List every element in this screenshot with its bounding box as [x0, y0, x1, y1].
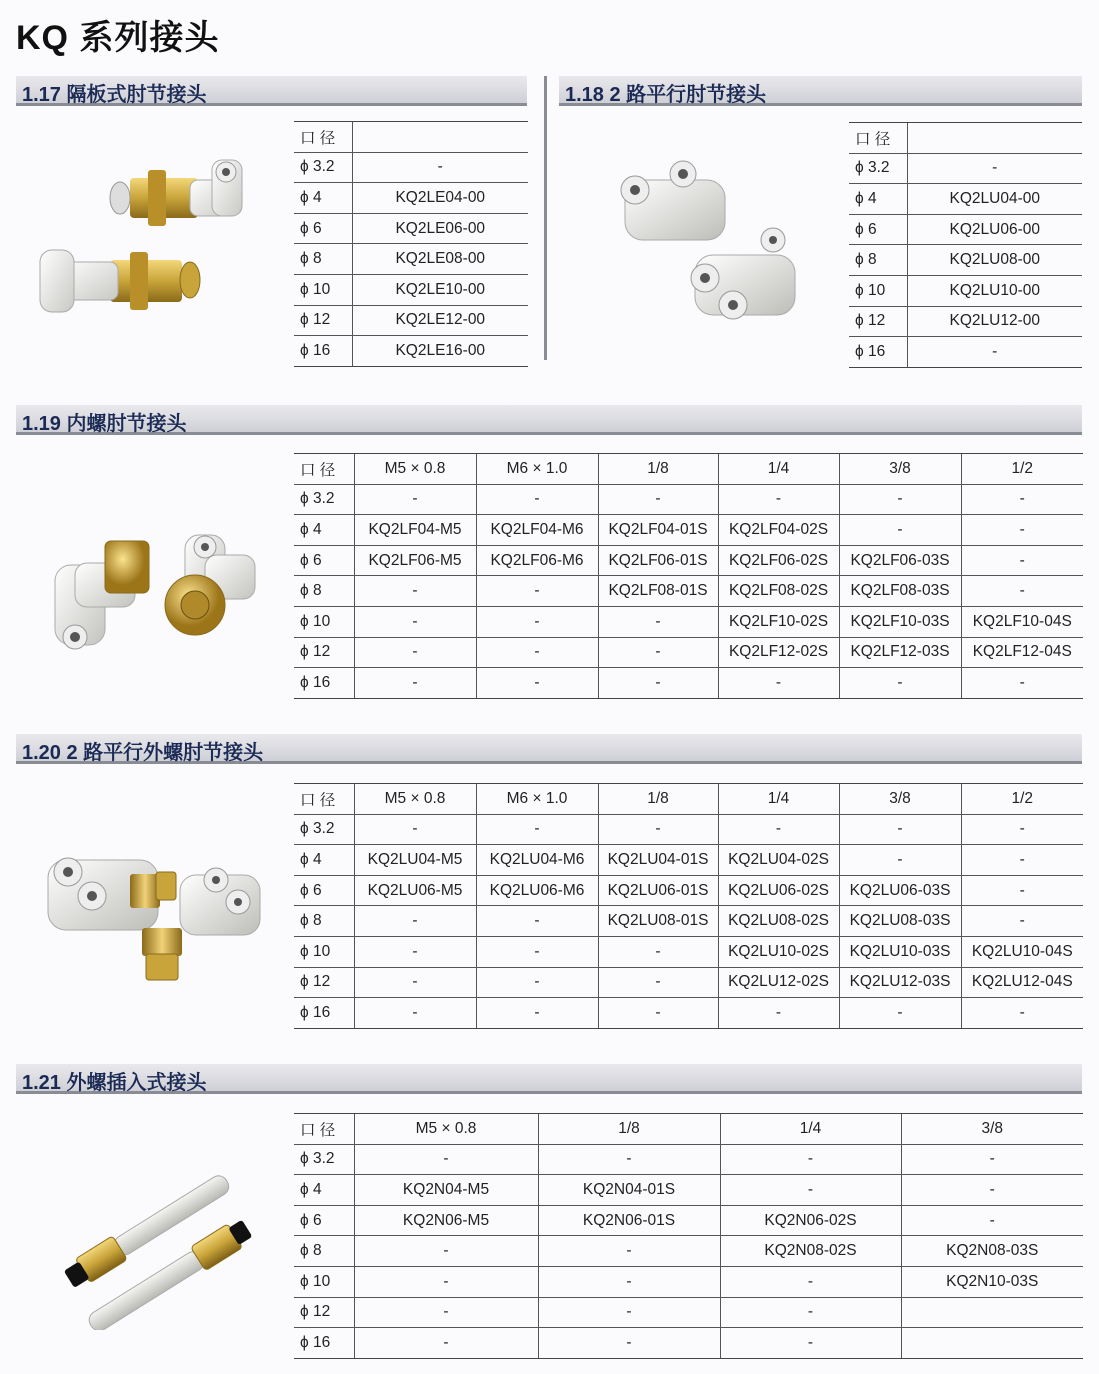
model-cell: - — [598, 668, 718, 699]
model-cell: - — [839, 814, 961, 845]
model-cell: - — [354, 1144, 538, 1175]
model-cell: KQ2LF04-M5 — [354, 515, 476, 546]
model-cell: KQ2LE04-00 — [352, 183, 528, 214]
page-title: KQ 系列接头 — [16, 19, 220, 57]
model-cell: - — [354, 484, 476, 515]
bore-size-cell: ϕ 10 — [294, 606, 354, 637]
model-cell: - — [538, 1266, 720, 1297]
model-cell: - — [354, 936, 476, 967]
model-cell: KQ2N10-03S — [901, 1266, 1083, 1297]
model-cell: - — [718, 814, 839, 845]
bore-size-cell: ϕ 12 — [294, 305, 352, 336]
model-cell: - — [839, 484, 961, 515]
model-cell: - — [961, 998, 1083, 1029]
table-row — [294, 845, 1083, 876]
model-cell — [901, 1297, 1083, 1328]
model-cell: KQ2N06-01S — [538, 1205, 720, 1236]
bore-size-cell: ϕ 4 — [294, 845, 354, 876]
bore-size-cell: ϕ 16 — [294, 1328, 354, 1359]
model-cell: KQ2LF10-03S — [839, 606, 961, 637]
table-row — [294, 998, 1083, 1029]
table-header-row — [294, 1114, 1083, 1145]
column-header-bore: 口 径 — [294, 454, 354, 485]
model-cell: - — [961, 576, 1083, 607]
column-header: 1/8 — [598, 784, 718, 815]
model-cell: - — [901, 1175, 1083, 1206]
model-cell: KQ2LU08-00 — [907, 245, 1082, 276]
bore-size-cell: ϕ 6 — [294, 1205, 354, 1236]
table-row — [294, 576, 1083, 607]
table-row — [294, 515, 1083, 546]
model-cell: - — [598, 936, 718, 967]
column-header-bore: 口 径 — [294, 1114, 354, 1145]
column-header — [907, 123, 1082, 154]
table-row — [294, 936, 1083, 967]
table-row — [294, 1328, 1083, 1359]
model-cell: - — [354, 906, 476, 937]
table-row — [294, 545, 1083, 576]
bore-size-cell: ϕ 12 — [294, 967, 354, 998]
model-cell: KQ2LU10-03S — [839, 936, 961, 967]
model-cell: KQ2LF06-02S — [718, 545, 839, 576]
bore-size-cell: ϕ 6 — [294, 875, 354, 906]
table-row — [294, 152, 528, 183]
section-title-1-21: 1.21 外螺插入式接头 — [22, 1072, 207, 1094]
table-row — [294, 213, 528, 244]
table-row — [294, 1297, 1083, 1328]
column-header: 3/8 — [901, 1114, 1083, 1145]
model-cell: KQ2LU12-00 — [907, 306, 1082, 337]
model-cell: - — [961, 875, 1083, 906]
column-header: 1/2 — [961, 454, 1083, 485]
table-row — [849, 153, 1082, 184]
bore-size-cell: ϕ 6 — [294, 213, 352, 244]
bore-size-cell: ϕ 8 — [849, 245, 907, 276]
spec-table-1-17 — [294, 121, 528, 367]
section-title-1-18: 1.18 2 路平行肘节接头 — [565, 84, 767, 106]
column-header: 1/8 — [538, 1114, 720, 1145]
model-cell: KQ2N06-M5 — [354, 1205, 538, 1236]
model-cell: - — [839, 515, 961, 546]
column-header: 1/4 — [720, 1114, 901, 1145]
model-cell: - — [476, 668, 598, 699]
model-cell: - — [720, 1144, 901, 1175]
model-cell: KQ2LF12-03S — [839, 637, 961, 668]
model-cell: - — [476, 814, 598, 845]
table-row — [294, 336, 528, 367]
table-row — [294, 1266, 1083, 1297]
model-cell: - — [354, 1266, 538, 1297]
model-cell: KQ2LU04-M5 — [354, 845, 476, 876]
table-header-row — [294, 784, 1083, 815]
model-cell: - — [901, 1205, 1083, 1236]
model-cell: KQ2LU08-02S — [718, 906, 839, 937]
bore-size-cell: ϕ 3.2 — [294, 484, 354, 515]
table-row — [294, 183, 528, 214]
model-cell: - — [354, 1236, 538, 1267]
model-cell: KQ2LU12-02S — [718, 967, 839, 998]
bore-size-cell: ϕ 6 — [849, 214, 907, 245]
model-cell: - — [961, 668, 1083, 699]
bore-size-cell: ϕ 8 — [294, 1236, 354, 1267]
column-header: 1/4 — [718, 784, 839, 815]
bore-size-cell: ϕ 3.2 — [294, 1144, 354, 1175]
model-cell: - — [354, 606, 476, 637]
model-cell: - — [538, 1297, 720, 1328]
model-cell: - — [901, 1144, 1083, 1175]
model-cell: KQ2LF08-02S — [718, 576, 839, 607]
table-row — [294, 606, 1083, 637]
bore-size-cell: ϕ 3.2 — [294, 152, 352, 183]
model-cell: KQ2LU12-04S — [961, 967, 1083, 998]
table-row — [294, 637, 1083, 668]
model-cell: KQ2LF10-04S — [961, 606, 1083, 637]
model-cell: - — [961, 814, 1083, 845]
bore-size-cell: ϕ 16 — [849, 337, 907, 368]
model-cell: - — [961, 906, 1083, 937]
product-photo-bulkhead-elbow — [30, 150, 270, 330]
model-cell: KQ2LU08-03S — [839, 906, 961, 937]
table-row — [849, 245, 1082, 276]
model-cell: KQ2N08-03S — [901, 1236, 1083, 1267]
bore-size-cell: ϕ 6 — [294, 545, 354, 576]
column-divider — [544, 76, 547, 360]
model-cell: - — [839, 998, 961, 1029]
model-cell: - — [476, 967, 598, 998]
bore-size-cell: ϕ 10 — [294, 274, 352, 305]
model-cell: KQ2LU12-03S — [839, 967, 961, 998]
model-cell: - — [839, 668, 961, 699]
model-cell: KQ2N04-01S — [538, 1175, 720, 1206]
model-cell: KQ2LF06-03S — [839, 545, 961, 576]
column-header: 1/2 — [961, 784, 1083, 815]
bore-size-cell: ϕ 3.2 — [294, 814, 354, 845]
table-row — [294, 244, 528, 275]
model-cell: - — [598, 967, 718, 998]
table-row — [294, 1236, 1083, 1267]
model-cell: KQ2LF10-02S — [718, 606, 839, 637]
model-cell: - — [476, 906, 598, 937]
model-cell: KQ2LF08-01S — [598, 576, 718, 607]
bore-size-cell: ϕ 10 — [849, 275, 907, 306]
model-cell: - — [720, 1266, 901, 1297]
product-photo-parallel-elbow — [605, 160, 815, 330]
column-header-bore: 口 径 — [294, 784, 354, 815]
model-cell: - — [907, 153, 1082, 184]
model-cell: KQ2N08-02S — [720, 1236, 901, 1267]
model-cell: - — [538, 1236, 720, 1267]
section-header-1-19 — [16, 405, 1082, 435]
section-title-1-20: 1.20 2 路平行外螺肘节接头 — [22, 742, 264, 764]
model-cell — [901, 1328, 1083, 1359]
model-cell: - — [476, 936, 598, 967]
model-cell: - — [354, 1297, 538, 1328]
table-row — [294, 1205, 1083, 1236]
bore-size-cell: ϕ 3.2 — [849, 153, 907, 184]
model-cell: KQ2LU10-00 — [907, 275, 1082, 306]
model-cell: KQ2LE08-00 — [352, 244, 528, 275]
model-cell: KQ2LF12-02S — [718, 637, 839, 668]
column-header: M5 × 0.8 — [354, 1114, 538, 1145]
model-cell: - — [961, 845, 1083, 876]
model-cell: - — [354, 967, 476, 998]
model-cell: KQ2LU04-M6 — [476, 845, 598, 876]
column-header: M6 × 1.0 — [476, 454, 598, 485]
column-header: 1/4 — [718, 454, 839, 485]
section-header-1-21 — [16, 1064, 1082, 1094]
table-header-row — [849, 123, 1082, 154]
model-cell: KQ2LF06-M5 — [354, 545, 476, 576]
model-cell: KQ2LU06-00 — [907, 214, 1082, 245]
bore-size-cell: ϕ 16 — [294, 336, 352, 367]
model-cell: KQ2LU04-01S — [598, 845, 718, 876]
model-cell: - — [961, 515, 1083, 546]
model-cell: - — [354, 814, 476, 845]
column-header: M6 × 1.0 — [476, 784, 598, 815]
model-cell: - — [598, 814, 718, 845]
table-row — [294, 967, 1083, 998]
model-cell: KQ2LF06-M6 — [476, 545, 598, 576]
bore-size-cell: ϕ 4 — [294, 515, 354, 546]
bore-size-cell: ϕ 12 — [849, 306, 907, 337]
section-header-1-20 — [16, 734, 1082, 764]
table-header-row — [294, 454, 1083, 485]
table-row — [294, 875, 1083, 906]
model-cell: - — [961, 484, 1083, 515]
model-cell: KQ2LU10-02S — [718, 936, 839, 967]
table-row — [849, 306, 1082, 337]
model-cell: KQ2LF04-01S — [598, 515, 718, 546]
model-cell: - — [354, 576, 476, 607]
model-cell: - — [718, 668, 839, 699]
bore-size-cell: ϕ 16 — [294, 998, 354, 1029]
model-cell: KQ2LU04-02S — [718, 845, 839, 876]
spec-table-1-18 — [849, 122, 1082, 368]
table-row — [849, 214, 1082, 245]
model-cell: KQ2LU06-M5 — [354, 875, 476, 906]
table-row — [849, 337, 1082, 368]
model-cell: - — [720, 1328, 901, 1359]
column-header — [352, 122, 528, 153]
model-cell: KQ2LF08-03S — [839, 576, 961, 607]
model-cell: KQ2LF12-04S — [961, 637, 1083, 668]
table-row — [294, 1175, 1083, 1206]
table-row — [294, 484, 1083, 515]
model-cell: KQ2LU06-01S — [598, 875, 718, 906]
bore-size-cell: ϕ 10 — [294, 1266, 354, 1297]
model-cell: - — [354, 637, 476, 668]
model-cell: KQ2LU06-02S — [718, 875, 839, 906]
model-cell: KQ2LF04-02S — [718, 515, 839, 546]
model-cell: KQ2LE12-00 — [352, 305, 528, 336]
column-header: M5 × 0.8 — [354, 454, 476, 485]
model-cell: - — [354, 998, 476, 1029]
model-cell: - — [352, 152, 528, 183]
model-cell: - — [907, 337, 1082, 368]
model-cell: - — [354, 1328, 538, 1359]
table-row — [294, 1144, 1083, 1175]
model-cell: - — [839, 845, 961, 876]
product-photo-female-elbow — [45, 525, 270, 655]
model-cell: - — [538, 1328, 720, 1359]
product-photo-male-plug-in — [50, 1175, 270, 1330]
model-cell: - — [476, 576, 598, 607]
model-cell: KQ2LU04-00 — [907, 184, 1082, 215]
bore-size-cell: ϕ 8 — [294, 244, 352, 275]
model-cell: KQ2LF04-M6 — [476, 515, 598, 546]
model-cell: - — [598, 998, 718, 1029]
model-cell: KQ2LU10-04S — [961, 936, 1083, 967]
model-cell: KQ2LU06-M6 — [476, 875, 598, 906]
product-photo-parallel-male-elbow — [40, 850, 270, 985]
model-cell: - — [476, 637, 598, 668]
model-cell: KQ2LU06-03S — [839, 875, 961, 906]
model-cell: - — [538, 1144, 720, 1175]
spec-table-1-21 — [294, 1113, 1083, 1359]
model-cell: KQ2LF06-01S — [598, 545, 718, 576]
model-cell: KQ2LE06-00 — [352, 213, 528, 244]
table-row — [294, 274, 528, 305]
model-cell: - — [476, 606, 598, 637]
bore-size-cell: ϕ 8 — [294, 576, 354, 607]
model-cell: - — [598, 637, 718, 668]
table-row — [849, 184, 1082, 215]
section-header-1-17 — [16, 76, 527, 106]
section-title-1-17: 1.17 隔板式肘节接头 — [22, 84, 207, 106]
bore-size-cell: ϕ 16 — [294, 668, 354, 699]
model-cell: KQ2N06-02S — [720, 1205, 901, 1236]
table-row — [294, 668, 1083, 699]
model-cell: - — [354, 668, 476, 699]
model-cell: - — [476, 484, 598, 515]
column-header: M5 × 0.8 — [354, 784, 476, 815]
spec-table-1-20 — [294, 783, 1083, 1029]
table-row — [294, 305, 528, 336]
model-cell: - — [720, 1175, 901, 1206]
table-row — [294, 906, 1083, 937]
bore-size-cell: ϕ 10 — [294, 936, 354, 967]
model-cell: - — [718, 484, 839, 515]
table-row — [294, 814, 1083, 845]
model-cell: KQ2LE16-00 — [352, 336, 528, 367]
bore-size-cell: ϕ 8 — [294, 906, 354, 937]
model-cell: - — [598, 484, 718, 515]
model-cell: KQ2LU08-01S — [598, 906, 718, 937]
model-cell: - — [598, 606, 718, 637]
model-cell: - — [961, 545, 1083, 576]
column-header: 1/8 — [598, 454, 718, 485]
bore-size-cell: ϕ 4 — [849, 184, 907, 215]
model-cell: - — [720, 1297, 901, 1328]
bore-size-cell: ϕ 4 — [294, 183, 352, 214]
bore-size-cell: ϕ 4 — [294, 1175, 354, 1206]
column-header-bore: 口 径 — [849, 123, 907, 154]
section-title-1-19: 1.19 内螺肘节接头 — [22, 413, 187, 435]
model-cell: KQ2LE10-00 — [352, 274, 528, 305]
spec-table-1-19 — [294, 453, 1083, 699]
model-cell: - — [476, 998, 598, 1029]
model-cell: KQ2N04-M5 — [354, 1175, 538, 1206]
column-header: 3/8 — [839, 454, 961, 485]
table-header-row — [294, 122, 528, 153]
bore-size-cell: ϕ 12 — [294, 1297, 354, 1328]
model-cell: - — [718, 998, 839, 1029]
column-header: 3/8 — [839, 784, 961, 815]
section-header-1-18 — [559, 76, 1082, 106]
bore-size-cell: ϕ 12 — [294, 637, 354, 668]
column-header-bore: 口 径 — [294, 122, 352, 153]
table-row — [849, 275, 1082, 306]
